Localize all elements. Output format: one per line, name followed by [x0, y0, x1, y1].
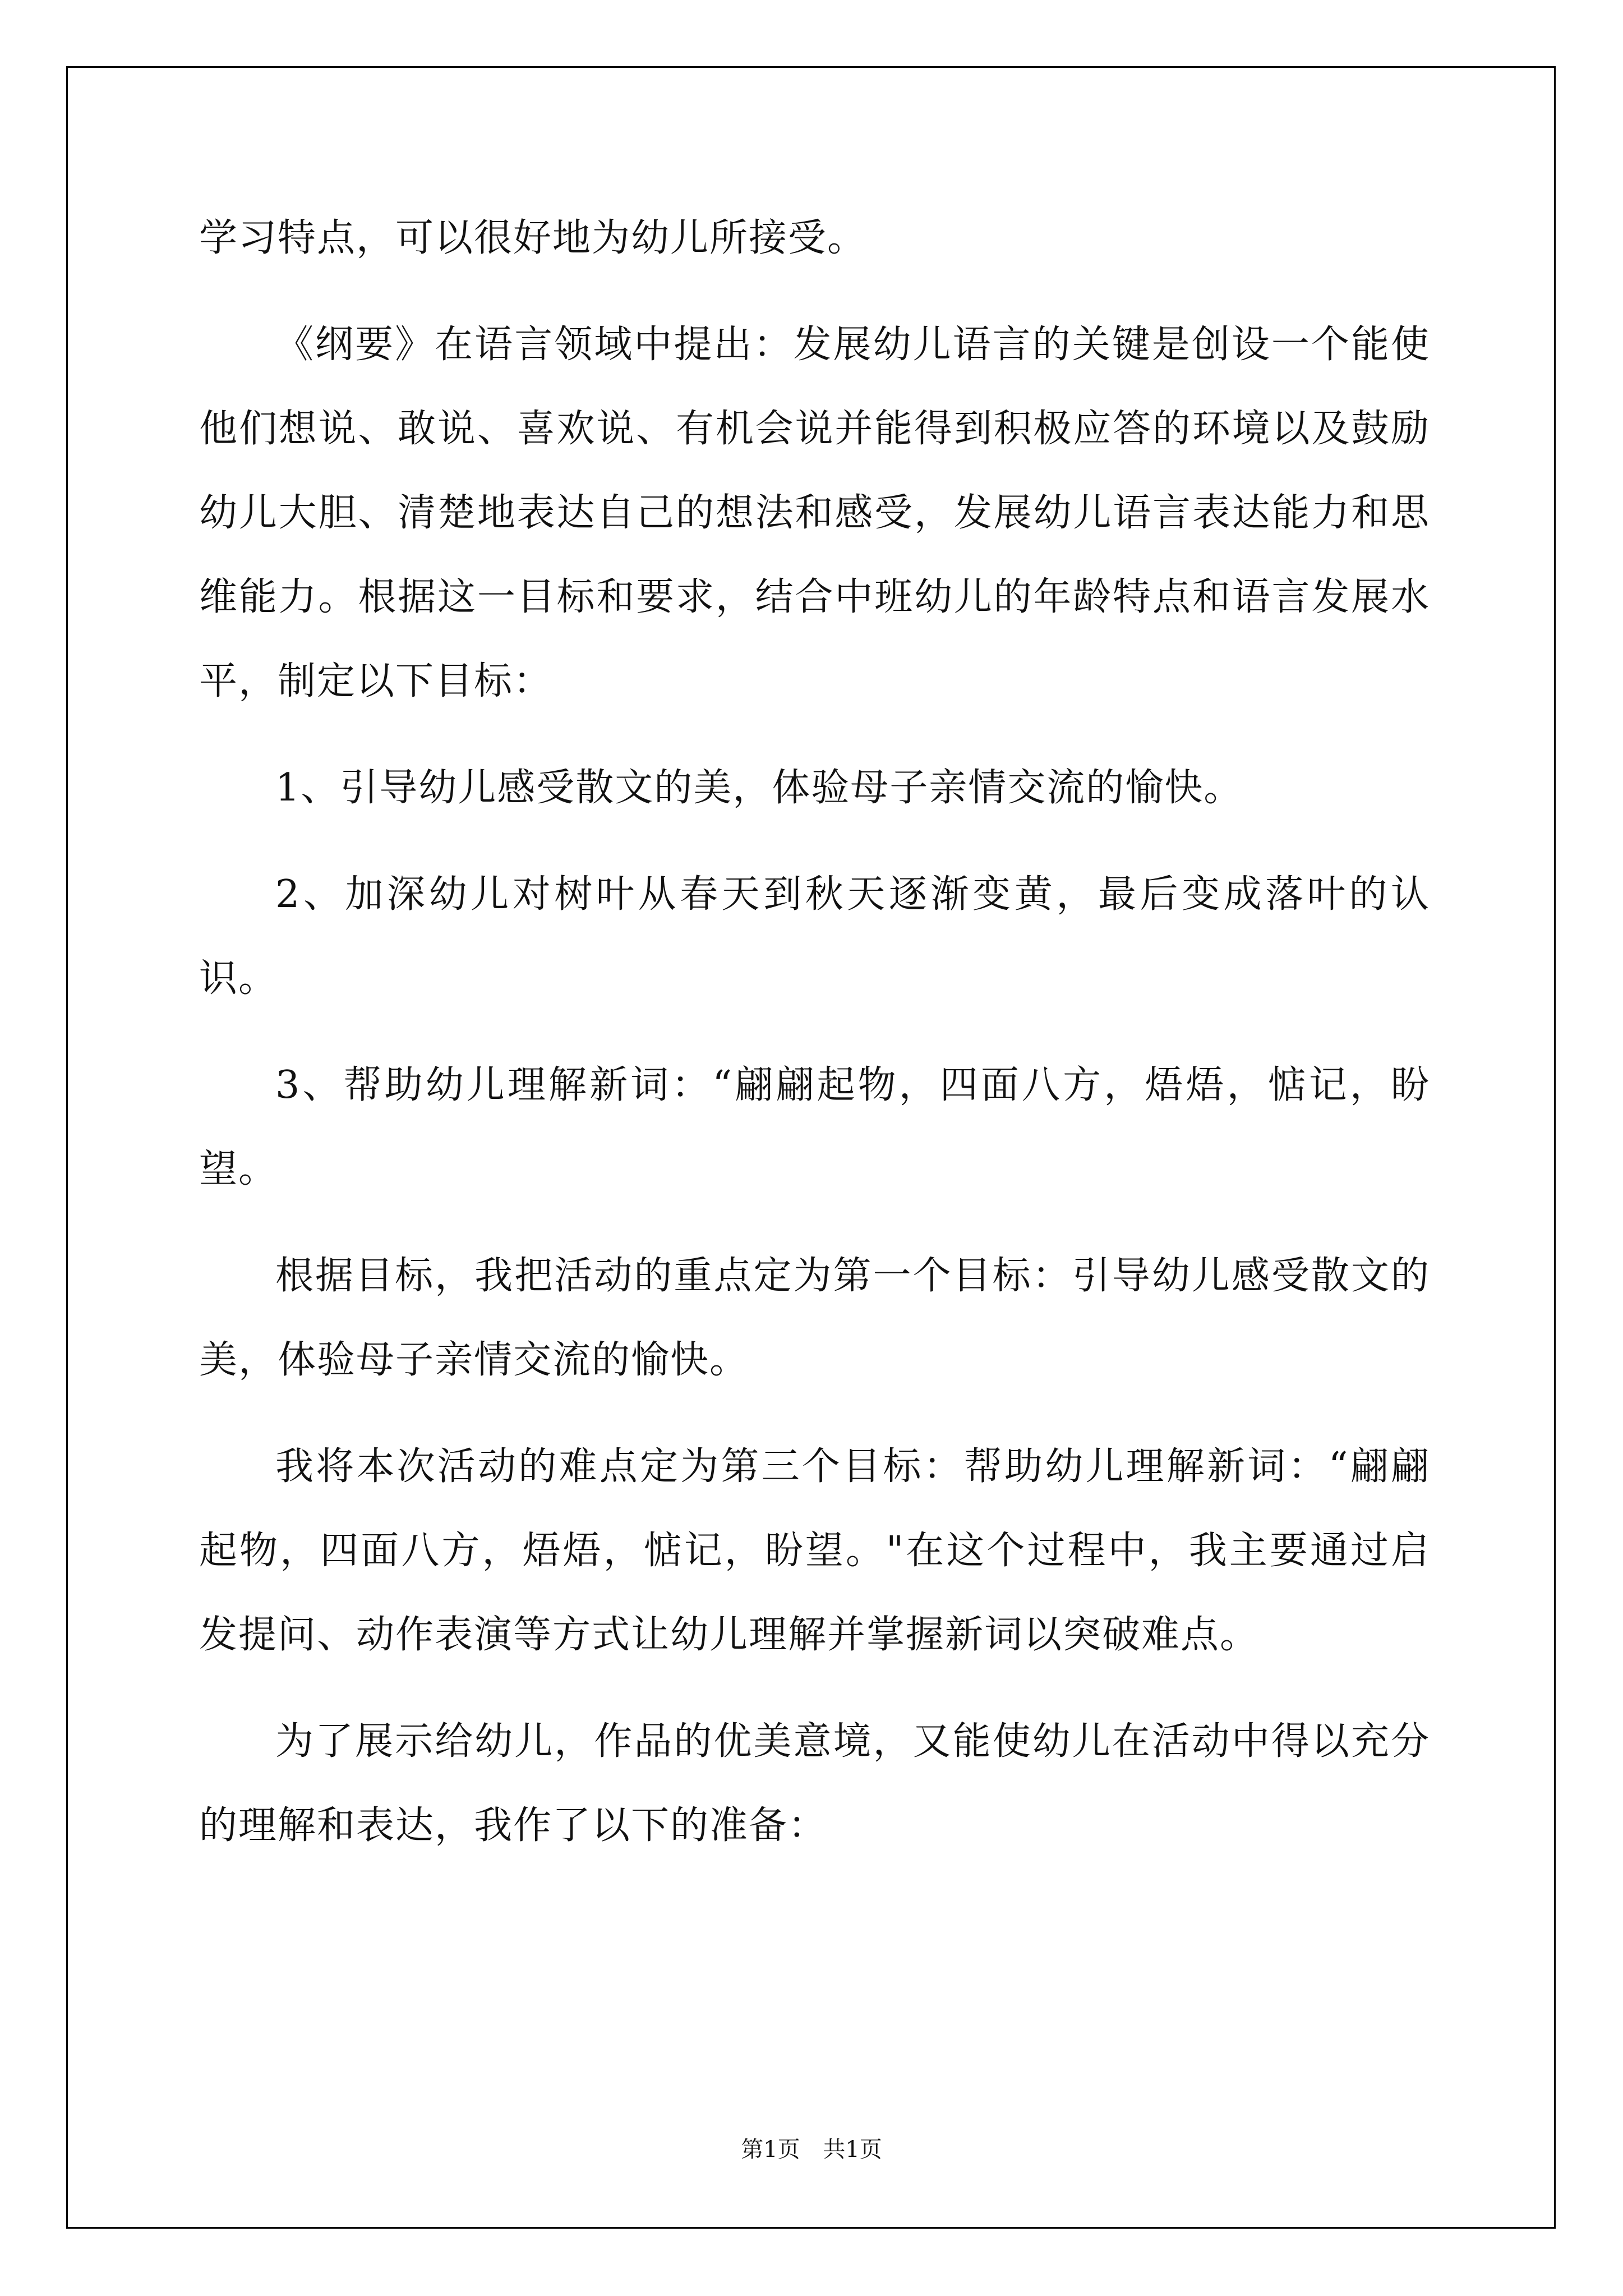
paragraph: 2、加深幼儿对树叶从春天到秋天逐渐变黄，最后变成落叶的认识。 — [199, 872, 1430, 1001]
paragraph: 1、引导幼儿感受散文的美，体验母子亲情交流的愉快。 — [275, 766, 1243, 810]
paragraph: 我将本次活动的难点定为第三个目标：帮助幼儿理解新词：“翩翩起物，四面八方，焐焐，惦记，盼望。"在这个过程中，我主要通过启发提问、动作表演等方式让幼儿理解并掌握新词以突破难点。 — [199, 1444, 1430, 1657]
page-total: 共1页 — [823, 2137, 882, 2162]
paragraph: 《纲要》在语言领域中提出：发展幼儿语言的关键是创设一个能使他们想说、敢说、喜欢说、有机会说并能得到积极应答的环境以及鼓励幼儿大胆、清楚地表达自己的想法和感受，发展幼儿语言表达能力和思维能力。根据这一目标和要求，结合中班幼儿的年龄特点和语言发展水平，制定以下目标： — [199, 323, 1430, 703]
paragraph: 为了展示给幼儿，作品的优美意境，又能使幼儿在活动中得以充分的理解和表达，我作了以下的准备： — [199, 1719, 1430, 1848]
paragraph: 3、帮助幼儿理解新词：“翩翩起物，四面八方，焐焐，惦记，盼望。 — [199, 1063, 1430, 1191]
page-number: 第1页 — [741, 2137, 800, 2162]
page-footer — [0, 2132, 1623, 2164]
paragraph: 根据目标，我把活动的重点定为第一个目标：引导幼儿感受散文的美，体验母子亲情交流的愉快。 — [199, 1254, 1430, 1382]
paragraph: 学习特点，可以很好地为幼儿所接受。 — [199, 216, 867, 260]
document-body — [199, 196, 1430, 1890]
